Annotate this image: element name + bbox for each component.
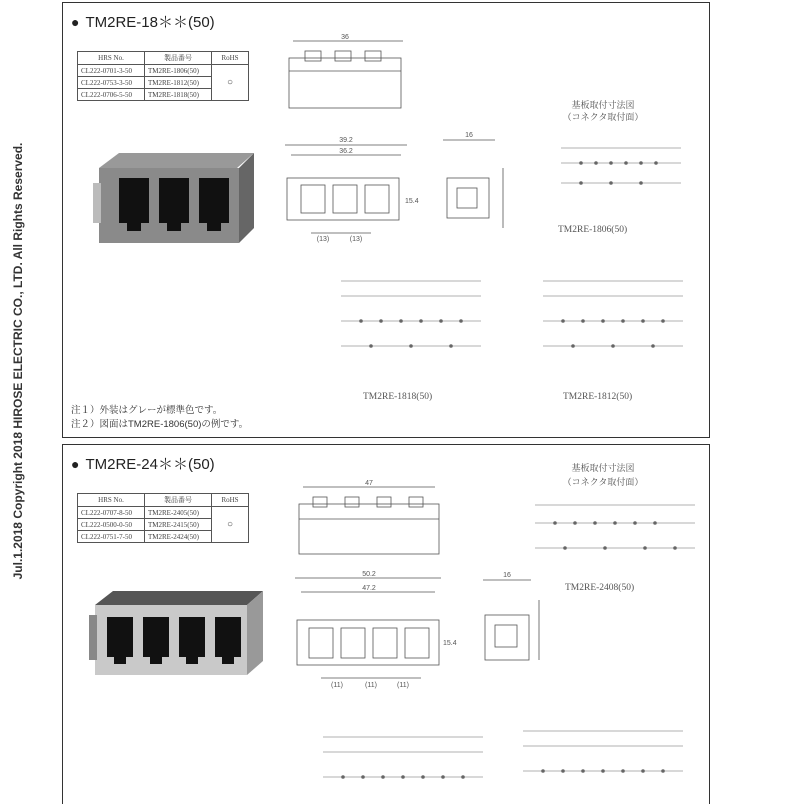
- table-cell: CL222-0753-3-50: [78, 77, 145, 89]
- layout-subtitle: （コネクタ取付面）: [562, 112, 644, 122]
- table-header: HRS No.: [78, 52, 145, 65]
- svg-text:(13): (13): [316, 236, 330, 243]
- svg-text:15.4: 15.4: [405, 198, 419, 205]
- svg-text:36.2: 36.2: [339, 148, 353, 155]
- table-cell: TM2RE-1812(50): [145, 77, 212, 89]
- pcb-layout-drawing: [541, 128, 701, 218]
- top-view-drawing: [285, 33, 410, 113]
- drawing-caption: TM2RE-1806(50): [558, 225, 628, 235]
- table-cell: CL222-0701-3-50: [78, 65, 145, 77]
- table-header: HRS No.: [78, 494, 145, 507]
- drawing-caption: TM2RE-1812(50): [563, 392, 633, 402]
- drawing-caption: TM2RE-1818(50): [363, 392, 433, 402]
- product-photo: [85, 585, 265, 685]
- svg-text:(11): (11): [365, 682, 377, 689]
- rohs-mark: ○: [212, 507, 249, 543]
- table-cell: TM2RE-2415(50): [145, 519, 212, 531]
- notes: [71, 404, 248, 432]
- section-title: ● TM2RE-18＊＊(50): [71, 14, 215, 31]
- front-view-drawing: [291, 570, 456, 690]
- top-view-drawing: [295, 479, 443, 559]
- section-title: ● TM2RE-24＊＊(50): [71, 456, 215, 473]
- copyright-sidebar: Jul.1.2018 Copyright 2018 HIROSE ELECTRIC CO., LTD. All Rights Reserved.: [11, 142, 25, 580]
- svg-text:(11): (11): [331, 682, 343, 689]
- svg-text:15.4: 15.4: [443, 640, 457, 647]
- note-line: 注２）図面はTM2RE-1806(50)の例です。: [71, 419, 249, 430]
- side-view-drawing: [433, 128, 528, 248]
- table-cell: TM2RE-2424(50): [145, 531, 212, 543]
- spec-table: [77, 493, 249, 543]
- spec-table: [77, 51, 249, 101]
- table-cell: CL222-0751-7-50: [78, 531, 145, 543]
- section-tm2re-18: [62, 2, 710, 438]
- product-photo: [89, 143, 259, 253]
- table-cell: TM2RE-1818(50): [145, 89, 212, 101]
- layout-title: 基板取付寸法図: [571, 463, 635, 473]
- table-header: RoHS: [212, 494, 249, 507]
- table-header: RoHS: [212, 52, 249, 65]
- table-cell: CL222-0707-8-50: [78, 507, 145, 519]
- side-view-drawing: [475, 570, 565, 670]
- svg-text:50.2: 50.2: [362, 571, 376, 578]
- table-cell: CL222-0706-5-50: [78, 89, 145, 101]
- svg-text:(13): (13): [349, 236, 363, 243]
- svg-text:(11): (11): [397, 682, 409, 689]
- pcb-layout-drawing: [503, 721, 703, 801]
- pcb-layout-drawing: [515, 493, 705, 578]
- bullet-icon: ●: [71, 456, 80, 472]
- svg-text:47: 47: [365, 480, 373, 487]
- front-view-drawing: [281, 133, 419, 243]
- table-cell: TM2RE-2405(50): [145, 507, 212, 519]
- svg-text:36: 36: [341, 34, 349, 41]
- layout-title: 基板取付寸法図: [571, 100, 635, 110]
- table-cell: TM2RE-1806(50): [145, 65, 212, 77]
- svg-text:16: 16: [465, 132, 473, 139]
- bullet-icon: ●: [71, 14, 80, 30]
- note-line: 注１）外装はグレーが標準色です。: [71, 405, 223, 416]
- layout-subtitle: （コネクタ取付面）: [562, 477, 644, 487]
- svg-text:16: 16: [503, 572, 511, 579]
- pcb-layout-drawing: [303, 727, 503, 807]
- svg-text:47.2: 47.2: [362, 585, 376, 592]
- pcb-layout-drawing: [321, 271, 501, 381]
- section-tm2re-24: [62, 444, 710, 804]
- table-header: 製品番号: [145, 494, 212, 507]
- rohs-mark: ○: [212, 65, 249, 101]
- pcb-layout-drawing: [523, 271, 703, 381]
- table-cell: CL222-0500-0-50: [78, 519, 145, 531]
- drawing-caption: TM2RE-2408(50): [565, 583, 635, 593]
- svg-text:39.2: 39.2: [339, 137, 353, 144]
- table-header: 製品番号: [145, 52, 212, 65]
